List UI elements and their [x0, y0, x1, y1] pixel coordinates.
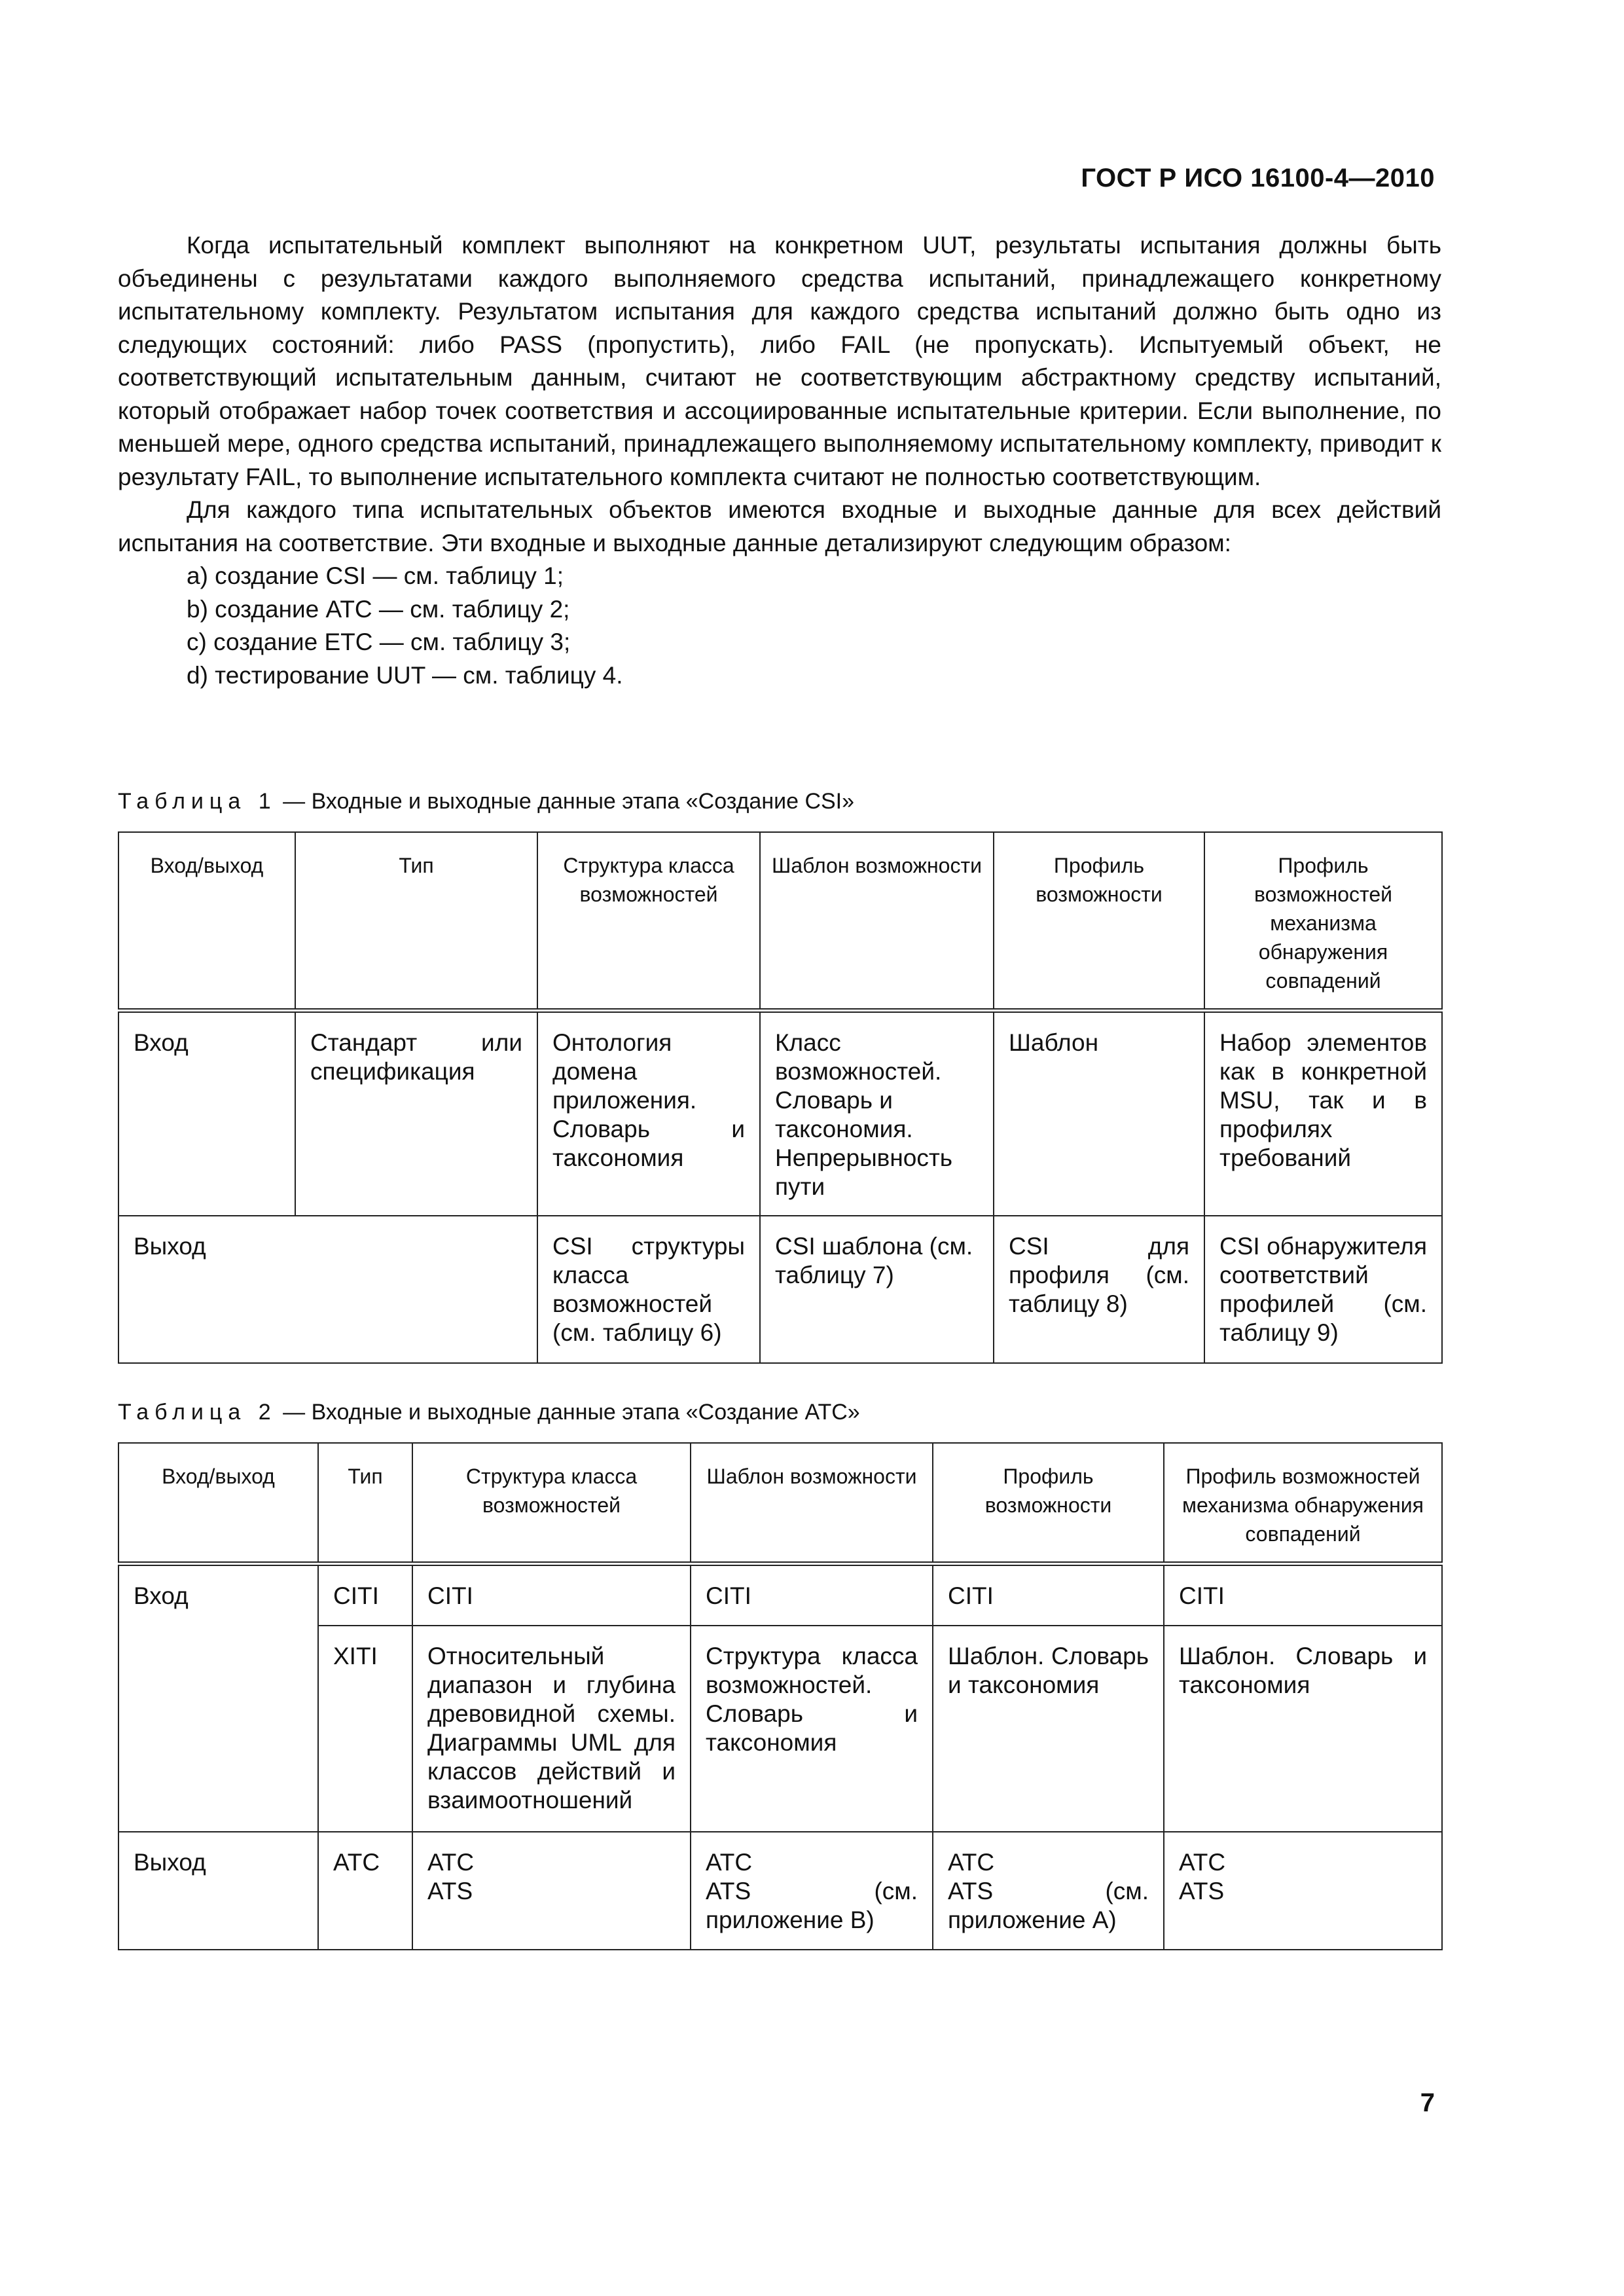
table-row [118, 1832, 1442, 1950]
list-item: c) создание ЕТС — см. таблицу 3; [187, 629, 571, 655]
table-cell: Стандарт или спецификация [295, 1010, 537, 1216]
table-cell: Онтология домена приложения. Словарь и таксономия [537, 1010, 760, 1216]
body-text [118, 229, 1441, 692]
table1-header-row [118, 832, 1442, 1010]
standard-designation: ГОСТ Р ИСО 16100-4—2010 [1081, 164, 1435, 192]
table-cell: CSI шаблона (см. таблицу 7) [760, 1216, 994, 1363]
table-cell: АТС [318, 1832, 412, 1950]
paragraph-1: Когда испытательный комплект выполняют на конкретном UUT, результаты испытания должны быть объединены с результатами каждого выполняемого средства испытаний, принадлежащего конкретному испытательному комплекту. Результатом испытания для каждого средства испытаний должно быть одно из следующих состояний: либо PASS (пропустить), либо FAIL (не пропускать). Испытуемый объект, не соответствующий испытательным данным, считают не соответствующим абстрактному средству испытаний, который отображает набор точек соответствия и ассоциированные испытательные критерии. Если выполнение, по меньшей мере, одного средства испытаний, принадлежащего выполняемому испытательному комплекту, приводит к результату FAIL, то выполнение испытательного комплекта считают не полностью соответствующим. [118, 232, 1441, 490]
table-cell: CITI [1164, 1563, 1442, 1626]
table2-header-cell: Тип [318, 1443, 412, 1563]
table-cell: Шаблон [994, 1010, 1204, 1216]
table1-header-cell: Вход/выход [118, 832, 295, 1010]
cell-line: АТС [706, 1849, 753, 1876]
table2-header-cell: Профиль возможности [933, 1443, 1164, 1563]
table-cell: Набор элементов как в конкретной MSU, так и в профилях требований [1204, 1010, 1442, 1216]
table-cell: Структура класса возможностей. Словарь и таксономия [691, 1626, 933, 1832]
table-cell [933, 1832, 1164, 1950]
cell-line: ATS (см. приложение А) [948, 1878, 1149, 1933]
table-cell [1164, 1832, 1442, 1950]
table-cell [691, 1832, 933, 1950]
cell-line: ATS [1179, 1878, 1225, 1904]
table1-header-cell: Шаблон возможности [760, 832, 994, 1010]
table2-header-cell: Структура класса возможностей [412, 1443, 691, 1563]
table-cell: CITI [318, 1563, 412, 1626]
table-1 [118, 831, 1443, 1364]
table1-header-cell: Структура класса возможностей [537, 832, 760, 1010]
list-item: d) тестирование UUT — см. таблицу 4. [187, 661, 623, 689]
table-row [118, 1216, 1442, 1363]
table-cell [412, 1832, 691, 1950]
table2-caption-text: — Входные и выходные данные этапа «Создание АТС» [276, 1400, 860, 1425]
table-cell: Выход [118, 1216, 537, 1363]
cell-line: АТС [1179, 1849, 1226, 1876]
table2-header-row [118, 1443, 1442, 1563]
table-cell: CITI [933, 1563, 1164, 1626]
cell-line: АТС [427, 1849, 475, 1876]
table2-header-cell: Шаблон возможности [691, 1443, 933, 1563]
page-number: 7 [1420, 2088, 1435, 2117]
paragraph-2: Для каждого типа испытательных объектов имеются входные и выходные данные для всех действий испытания на соответствие. Эти входные и выходные данные детализируют следующим образом: [118, 496, 1441, 556]
table-cell: CITI [691, 1563, 933, 1626]
table-cell: XITI [318, 1626, 412, 1832]
table-cell: Класс возможностей. Словарь и таксономия. Непрерывность пути [760, 1010, 994, 1216]
table-cell: Вход [118, 1563, 318, 1832]
table1-header-cell: Тип [295, 832, 537, 1010]
table2-header-cell: Вход/выход [118, 1443, 318, 1563]
table-row [118, 1563, 1442, 1626]
table-row [118, 1010, 1442, 1216]
table1-header-cell: Профиль возможности [994, 832, 1204, 1010]
table2-header-cell: Профиль возможностей механизма обнаружения совпадений [1164, 1443, 1442, 1563]
table1-caption-label: Таблица 1 [118, 789, 277, 814]
table1-caption-text: — Входные и выходные данные этапа «Создание CSI» [276, 789, 855, 814]
table1-header-cell: Профиль возможностей механизма обнаружения совпадений [1204, 832, 1442, 1010]
table-cell: CSI для профиля (см. таблицу 8) [994, 1216, 1204, 1363]
table-2 [118, 1442, 1443, 1950]
table-cell: CSI обнаружителя соответствий профилей (см. таблицу 9) [1204, 1216, 1442, 1363]
table-cell: Шаблон. Словарь и таксономия [1164, 1626, 1442, 1832]
cell-line: АТС [948, 1849, 995, 1876]
table-cell: Относительный диапазон и глубина древовидной схемы. Диаграммы UML для классов действий и взаимоотношений [412, 1626, 691, 1832]
list-item: a) создание CSI — см. таблицу 1; [187, 562, 564, 589]
table1-caption [118, 789, 854, 814]
table-cell: CSI структуры класса возможностей (см. таблицу 6) [537, 1216, 760, 1363]
table-cell: CITI [412, 1563, 691, 1626]
table-cell: Вход [118, 1010, 295, 1216]
action-list [118, 560, 1441, 692]
cell-line: ATS (см. приложение В) [706, 1878, 918, 1933]
table-cell: Шаблон. Словарь и таксономия [933, 1626, 1164, 1832]
table2-caption-label: Таблица 2 [118, 1400, 277, 1425]
table2-caption [118, 1400, 860, 1425]
table-cell: Выход [118, 1832, 318, 1950]
list-item: b) создание АТС — см. таблицу 2; [187, 595, 570, 623]
cell-line: ATS [427, 1878, 473, 1904]
